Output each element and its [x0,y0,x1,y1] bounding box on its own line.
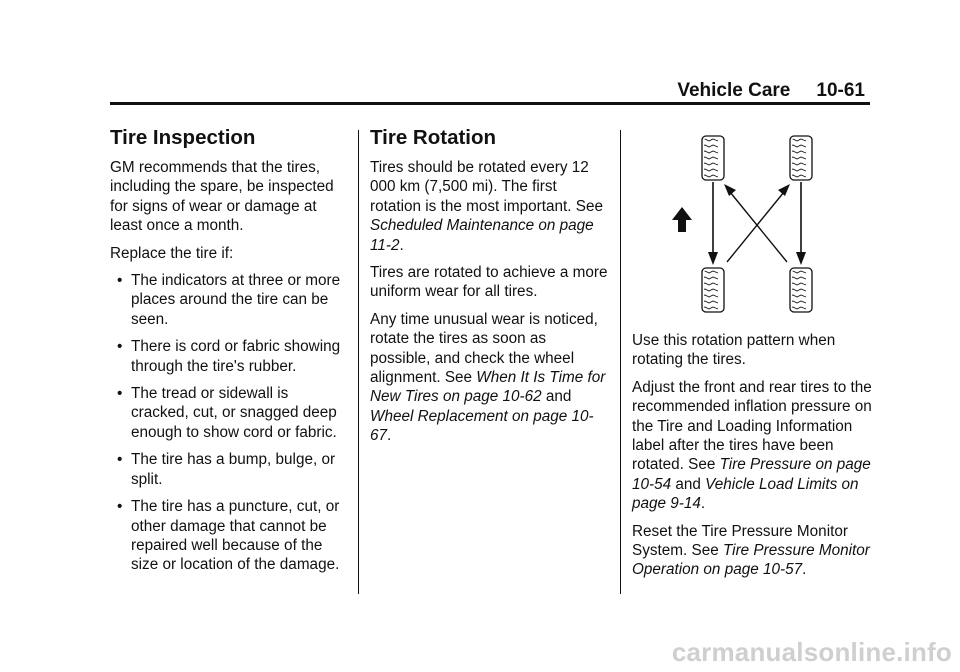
list-item-text: The indicators at three or more places around the tire can be seen. [131,272,341,328]
column-divider [358,130,359,594]
paragraph-text: Tires should be rotated every 12 000 km (7,500 mi). The first rotation is the most important. See [370,159,603,215]
paragraph-text: and [541,388,572,406]
cross-reference: When It Is Time for New Tires on page 10-62 [370,369,606,406]
reset-tpms-paragraph [632,522,877,580]
tire-front-right-icon [790,136,812,180]
column-divider [620,130,621,594]
paragraph-text: . [802,561,807,579]
list-item-text: There is cord or fabric showing through the tire's rubber. [131,338,341,375]
cross-reference: Tire Pressure on page 10-54 [632,456,871,493]
replace-conditions-list [110,271,346,575]
paragraph-text: Adjust the front and rear tires to the recommended inflation pressure on the Tire and Loading Information label after the tires have been rotated. See [632,378,872,474]
paragraph-text: Reset the Tire Pressure Monitor System. See [632,522,848,560]
paragraph-text: . [387,427,392,445]
bullet-glyph: • [117,451,123,469]
tire-rear-left-icon [702,268,724,312]
list-item-text: The tire has a puncture, cut, or other damage that cannot be repaired well because of the size or location of the damage. [131,498,340,574]
page-header [677,80,865,102]
cross-reference: Scheduled Maintenance on page 11-2 [370,217,594,254]
header-rule [110,102,870,105]
list-item [110,450,346,489]
tire-rotation-column [370,126,610,454]
rotation-interval-paragraph [370,158,610,255]
tire-inspection-heading: Tire Inspection [110,126,256,149]
section-title: Vehicle Care [677,80,791,101]
paragraph-text: . [700,495,706,513]
tire-rear-right-icon [790,268,812,312]
list-item-text: The tread or sidewall is cracked, cut, or snagged deep enough to show cord or fabric. [131,385,337,441]
tire-inspection-intro: GM recommends that the tires, including the spare, be inspected for signs of wear or damage at least once a month. [110,159,334,235]
tire-inspection-column [110,126,346,583]
cross-reference: Wheel Replacement on page 10-67 [370,407,594,445]
adjust-pressure-paragraph [632,378,877,514]
bullet-glyph: • [117,272,123,290]
tire-rotation-heading: Tire Rotation [370,126,497,149]
tire-front-left-icon [702,136,724,180]
rear-right-to-front-left-arrow [724,184,787,262]
rear-left-to-front-right-arrow [727,184,790,262]
page-number: 10-61 [816,80,865,101]
paragraph-text: Any time unusual wear is noticed, rotate the tires as soon as possible, and check the wheel alignment. See [370,310,598,387]
forward-direction-arrow-icon [672,207,692,232]
paragraph-text: and [671,475,706,493]
bullet-glyph: • [117,498,123,516]
list-item [110,271,346,329]
rotation-pattern-svg [632,132,877,317]
list-item [110,384,346,442]
list-item [110,497,346,575]
rotation-instructions-column [632,331,877,588]
cross-reference: Vehicle Load Limits on page 9-14 [632,475,859,513]
bullet-glyph: • [117,385,123,403]
front-right-to-rear-arrow [796,182,806,265]
front-left-to-rear-arrow [708,182,718,265]
tire-rotation-diagram [632,132,877,317]
cross-reference: Tire Pressure Monitor Operation on page 10-57 [632,542,870,579]
list-item [110,337,346,376]
paragraph-text: . [399,236,404,254]
bullet-glyph: • [117,338,123,356]
diagram-caption: Use this rotation pattern when rotating the tires. [632,332,836,369]
replace-if-label: Replace the tire if: [110,244,234,262]
watermark: carmanualsonline.info [671,637,952,667]
unusual-wear-paragraph [370,310,610,446]
rotation-purpose-paragraph: Tires are rotated to achieve a more uniform wear for all tires. [370,264,608,301]
list-item-text: The tire has a bump, bulge, or split. [131,451,336,488]
